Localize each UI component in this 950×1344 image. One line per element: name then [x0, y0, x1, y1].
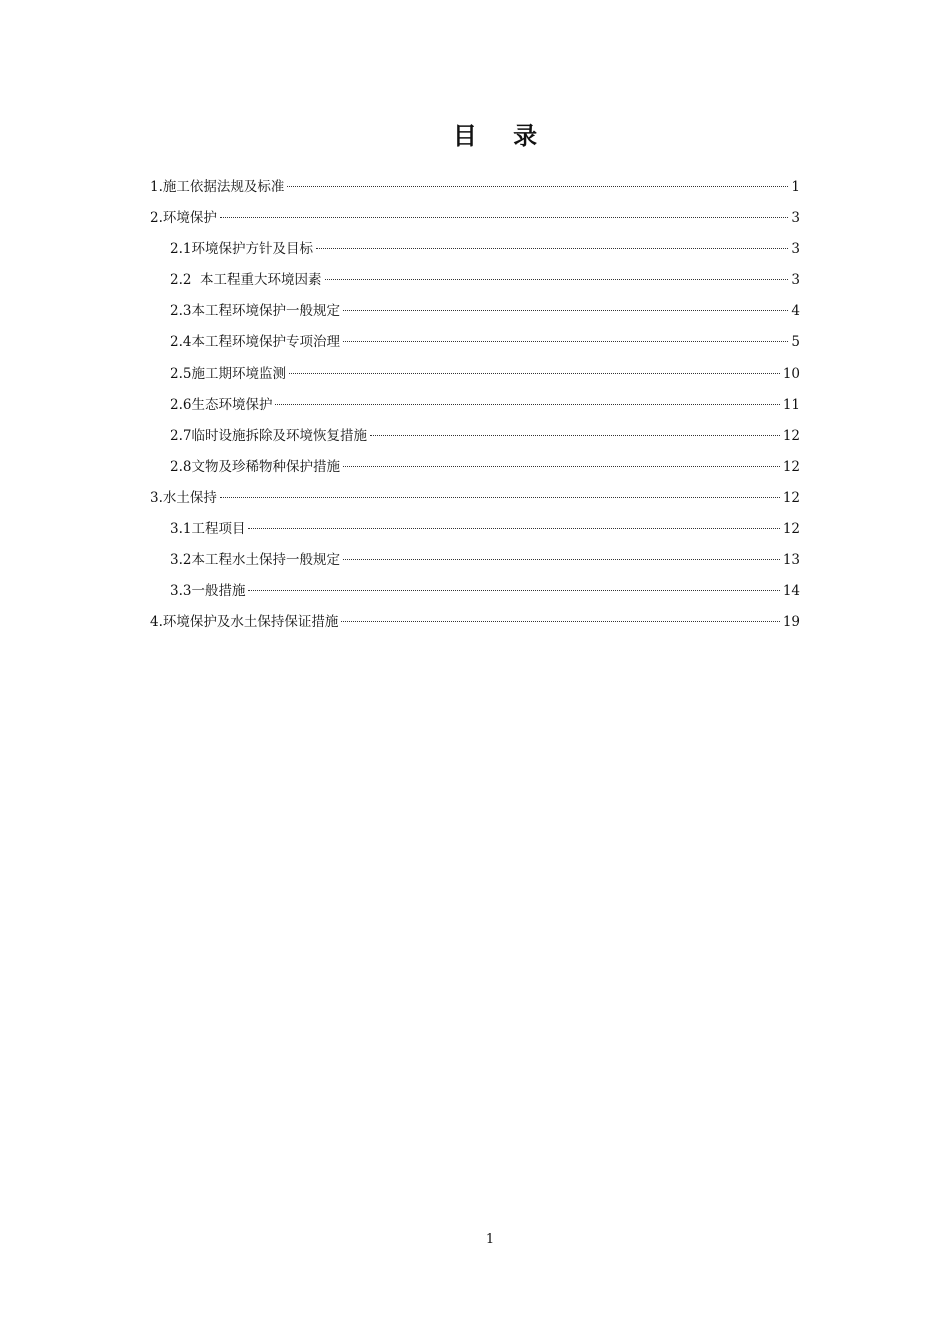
toc-entry-page: 14 [782, 583, 800, 600]
toc-entry-label: 2.5施工期环境监测 [170, 365, 286, 382]
toc-entry-label: 2.2 本工程重大环境因素 [170, 272, 322, 289]
toc-entry-label: 3.3一般措施 [170, 583, 246, 600]
toc-dot-leader [343, 341, 788, 342]
toc-dot-leader [343, 310, 788, 311]
toc-entry-label: 3.1工程项目 [170, 521, 246, 538]
toc-entry[interactable] [150, 576, 800, 607]
toc-entry-page: 12 [782, 521, 800, 538]
toc-entry-page: 13 [782, 552, 800, 569]
toc-entry[interactable] [150, 545, 800, 576]
toc-entry-page: 19 [782, 614, 800, 631]
toc-entry-page: 10 [782, 365, 800, 382]
toc-entry-page: 3 [791, 210, 800, 227]
toc-entry-page: 3 [791, 272, 800, 289]
toc-entry[interactable] [150, 359, 800, 390]
toc-entry-label: 3.2本工程水土保持一般规定 [170, 552, 340, 569]
toc-entry-page: 12 [782, 458, 800, 475]
toc-entry[interactable] [150, 203, 800, 234]
toc-entry-label: 2.7临时设施拆除及环境恢复措施 [170, 427, 367, 444]
toc-dot-leader [287, 186, 788, 187]
toc-entry[interactable] [150, 172, 800, 203]
toc-entry-page: 5 [791, 334, 800, 351]
toc-entry[interactable] [150, 296, 800, 327]
toc-entry-label: 2.4本工程环境保护专项治理 [170, 334, 340, 351]
toc-entry[interactable] [150, 452, 800, 483]
toc-dot-leader [275, 404, 779, 405]
toc-entry[interactable] [150, 607, 800, 638]
toc-entry[interactable] [150, 514, 800, 545]
toc-dot-leader [248, 590, 779, 591]
toc-entry-page: 12 [782, 427, 800, 444]
toc-entry-label: 2.环境保护 [150, 210, 217, 227]
toc-entry-label: 1.施工依据法规及标准 [150, 179, 285, 195]
toc-entry-label: 2.8文物及珍稀物种保护措施 [170, 458, 340, 475]
toc-dot-leader [343, 466, 780, 467]
toc-dot-leader [370, 435, 780, 436]
toc-entry-page: 3 [791, 241, 800, 258]
page-title: 目 录 [452, 122, 552, 150]
toc-entry-label: 2.3本工程环境保护一般规定 [170, 303, 340, 320]
toc-entry-label: 3.水土保持 [150, 489, 217, 506]
toc-entry[interactable] [150, 327, 800, 358]
toc-entry-page: 11 [782, 396, 800, 413]
toc-entry[interactable] [150, 390, 800, 421]
toc-entry-label: 4.环境保护及水土保持保证措施 [150, 614, 339, 631]
toc-dot-leader [220, 497, 780, 498]
toc-entry-label: 2.6生态环境保护 [170, 396, 273, 413]
toc-dot-leader [316, 248, 788, 249]
toc-dot-leader [341, 621, 779, 622]
toc-dot-leader [289, 373, 780, 374]
page-number: 1 [485, 1232, 495, 1247]
toc-entry-page: 1 [791, 179, 800, 195]
toc-entry[interactable] [150, 234, 800, 265]
toc-entry-page: 12 [782, 489, 800, 506]
toc-dot-leader [248, 528, 779, 529]
toc-entry-page: 4 [791, 303, 800, 320]
toc-dot-leader [220, 217, 789, 218]
toc-dot-leader [325, 279, 789, 280]
toc-entry[interactable] [150, 421, 800, 452]
toc-entry[interactable] [150, 265, 800, 296]
toc-entry-label: 2.1环境保护方针及目标 [170, 241, 313, 258]
toc-dot-leader [343, 559, 780, 560]
table-of-contents [150, 172, 800, 638]
toc-entry[interactable] [150, 483, 800, 514]
